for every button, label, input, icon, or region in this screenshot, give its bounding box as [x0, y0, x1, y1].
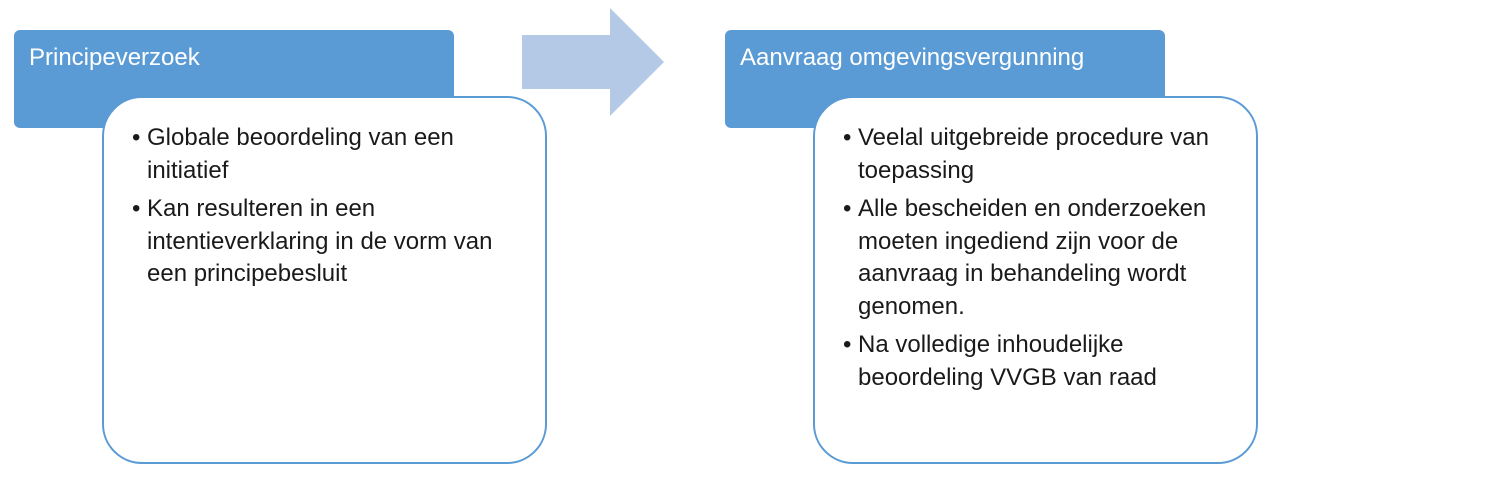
bullet-icon: •: [843, 331, 852, 358]
list-item: [132, 122, 527, 187]
list-item: [843, 122, 1238, 187]
bullet-text: Kan resulteren in een intentieverklaring in de vorm van een principebesluit: [147, 195, 493, 287]
bullet-text: Na volledige inhoudelijke beoordeling VVGB van raad: [858, 331, 1157, 391]
list-item: [132, 193, 527, 291]
step-1-details: [102, 96, 547, 464]
step-2-bullet-list: [843, 122, 1238, 394]
step-2-details: [813, 96, 1258, 464]
step-1-title: Principeverzoek: [29, 44, 200, 71]
bullet-icon: •: [132, 124, 141, 151]
bullet-icon: •: [132, 195, 141, 222]
right-arrow-icon: [522, 8, 664, 116]
bullet-icon: •: [843, 195, 852, 222]
list-item: [843, 329, 1238, 394]
step-1-bullet-list: [132, 122, 527, 291]
bullet-text: Veelal uitgebreide procedure van toepassing: [858, 124, 1209, 184]
step-2-title: Aanvraag omgevingsvergunning: [740, 44, 1085, 71]
list-item: [843, 193, 1238, 323]
bullet-text: Alle bescheiden en onderzoeken moeten ingediend zijn voor de aanvraag in behandeling wordt genomen.: [858, 195, 1207, 320]
bullet-icon: •: [843, 124, 852, 151]
bullet-text: Globale beoordeling van een initiatief: [147, 124, 454, 184]
